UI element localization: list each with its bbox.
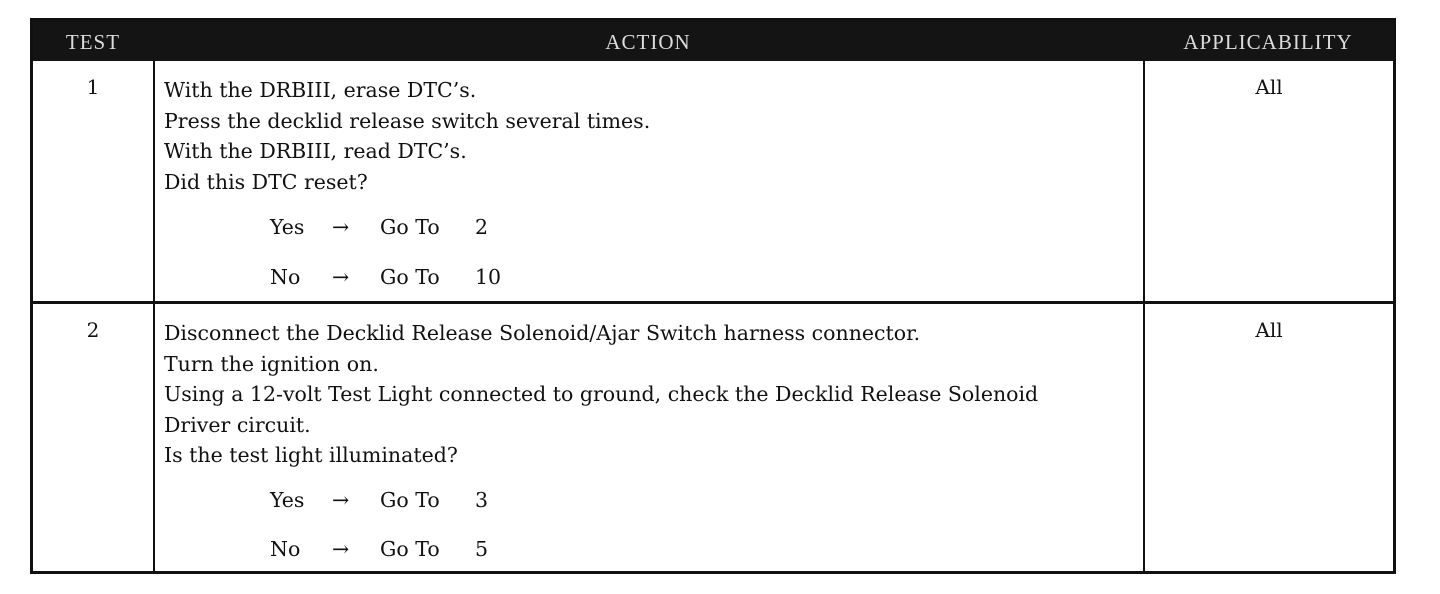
branch-answer: Yes (270, 215, 305, 239)
branch-target: 3 (475, 488, 489, 512)
action-line: Disconnect the Decklid Release Solenoid/Ajar Switch harness connector. (164, 321, 921, 345)
branch-target: 2 (475, 215, 489, 239)
test-number: 2 (86, 318, 100, 342)
right-arrow-icon: → (332, 488, 350, 512)
table-row (33, 304, 1393, 574)
test-number: 1 (86, 75, 100, 99)
diagnostic-test-table (30, 18, 1396, 574)
action-line: Did this DTC reset? (164, 169, 368, 194)
header-action: ACTION (605, 30, 691, 54)
right-arrow-icon: → (332, 537, 350, 561)
applicability-value: All (1255, 75, 1283, 99)
action-text (164, 75, 1139, 197)
action-line: Using a 12-volt Test Light connected to ground, check the Decklid Release Solenoid (164, 382, 1039, 406)
branch-answer: No (270, 265, 301, 289)
action-line: Turn the ignition on. (164, 351, 379, 376)
branch-yes (270, 488, 488, 512)
branch-answer: Yes (270, 488, 305, 512)
action-line: Is the test light illuminated? (164, 443, 458, 467)
applicability-value: All (1255, 318, 1283, 342)
header-test: TEST (65, 30, 121, 54)
branch-yes (270, 215, 488, 239)
right-arrow-icon: → (332, 265, 350, 289)
action-line: With the DRBIII, read DTC’s. (164, 139, 467, 163)
action-line: Press the decklid release switch several times. (164, 108, 651, 133)
table-header-row (33, 21, 1393, 61)
table-row (33, 61, 1393, 301)
branch-goto: Go To (380, 488, 440, 512)
right-arrow-icon: → (332, 215, 350, 239)
branch-target: 10 (475, 265, 502, 289)
branch-target: 5 (475, 537, 489, 561)
header-applicability: APPLICABILITY (1183, 30, 1353, 54)
action-line: With the DRBIII, erase DTC’s. (164, 78, 477, 102)
branch-no (270, 537, 488, 561)
branch-goto: Go To (380, 215, 440, 239)
branch-goto: Go To (380, 537, 440, 561)
branch-answer: No (270, 537, 301, 561)
action-line: Driver circuit. (164, 412, 311, 437)
action-text (164, 318, 1139, 471)
branch-no (270, 265, 501, 289)
branch-goto: Go To (380, 265, 440, 289)
